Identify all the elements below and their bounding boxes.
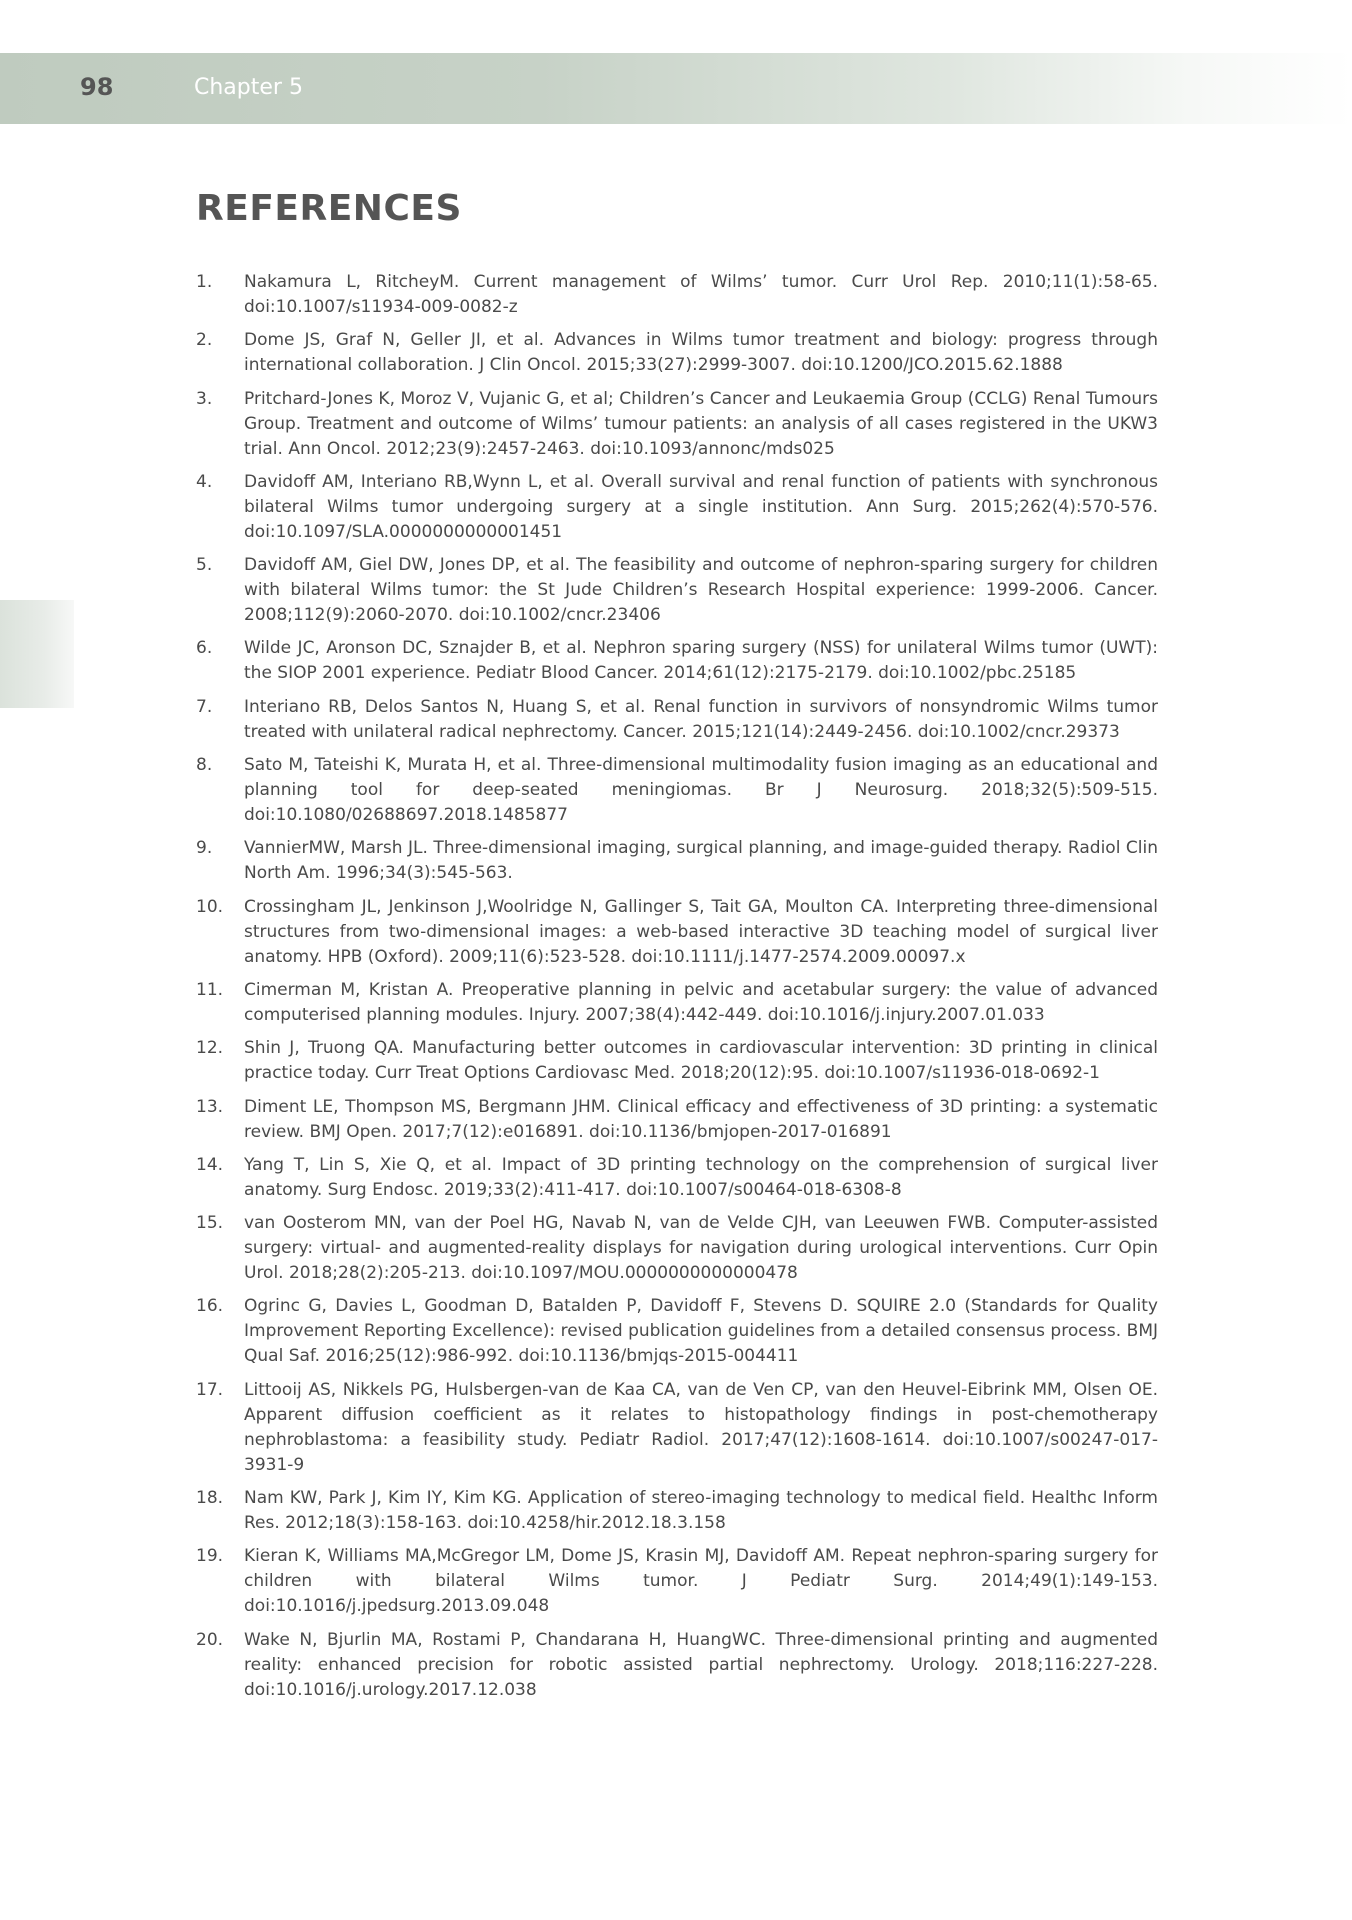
reference-item xyxy=(196,470,1158,545)
reference-item xyxy=(196,328,1158,378)
reference-text: Ogrinc G, Davies L, Goodman D, Batalden P, Davidoff F, Stevens D. SQUIRE 2.0 (Standards for Quality Improvement Reporting Excellence): revised publication guidelines from a detailed consensus process. BMJ Qual Saf. 2016;25(12):986-992. doi:10.1136/bmjqs-2015-004411 xyxy=(244,1296,1158,1367)
reference-number: 12. xyxy=(196,1038,224,1059)
reference-text: van Oosterom MN, van der Poel HG, Navab N, van de Velde CJH, van Leeuwen FWB. Computer-assisted surgery: virtual- and augmented-reality displays for navigation during urological interventions. Curr Opin Urol. 2018;28(2):205-213. doi:10.1097/MOU.0000000000000478 xyxy=(244,1213,1158,1284)
reference-item xyxy=(196,1628,1158,1703)
reference-number: 2. xyxy=(196,330,213,351)
reference-item xyxy=(196,1153,1158,1203)
reference-list xyxy=(196,270,1158,1711)
reference-item xyxy=(196,1211,1158,1286)
chapter-side-tab xyxy=(0,600,74,708)
reference-item xyxy=(196,1486,1158,1536)
reference-number: 18. xyxy=(196,1488,224,1509)
reference-text: Pritchard-Jones K, Moroz V, Vujanic G, et al; Children’s Cancer and Leukaemia Group (CCLG) Renal Tumours Group. Treatment and outcome of Wilms’ tumour patients: an analysis of all cases registered in the UKW3 trial. Ann Oncol. 2012;23(9):2457-2463. doi:10.1093/annonc/mds025 xyxy=(244,388,1158,459)
reference-item xyxy=(196,1378,1158,1478)
reference-item xyxy=(196,636,1158,686)
reference-item xyxy=(196,1544,1158,1619)
reference-text: Littooij AS, Nikkels PG, Hulsbergen-van de Kaa CA, van de Ven CP, van den Heuvel-Eibrink MM, Olsen OE. Apparent diffusion coefficient as it relates to histopathology findings in post-chemotherapy nephroblastoma: a feasibility study. Pediatr Radiol. 2017;47(12):1608-1614. doi:10.1007/s00247-017-3931-9 xyxy=(244,1379,1158,1475)
reference-text: Kieran K, Williams MA,McGregor LM, Dome JS, Krasin MJ, Davidoff AM. Repeat nephron-sparing surgery for children with bilateral Wilms tumor. J Pediatr Surg. 2014;49(1):149-153. doi:10.1016/j.jpedsurg.2013.09.048 xyxy=(244,1546,1158,1617)
chapter-label: Chapter 5 xyxy=(194,75,303,100)
reference-text: Wake N, Bjurlin MA, Rostami P, Chandarana H, HuangWC. Three-dimensional printing and augmented reality: enhanced precision for robotic assisted partial nephrectomy. Urology. 2018;116:227-228. doi:10.1016/j.urology.2017.12.038 xyxy=(244,1629,1158,1700)
reference-item xyxy=(196,978,1158,1028)
reference-number: 17. xyxy=(196,1379,224,1400)
reference-text: Nam KW, Park J, Kim IY, Kim KG. Application of stereo-imaging technology to medical field. Healthc Inform Res. 2012;18(3):158-163. doi:10.4258/hir.2012.18.3.158 xyxy=(244,1488,1158,1534)
reference-text: Cimerman M, Kristan A. Preoperative planning in pelvic and acetabular surgery: the value of advanced computerised planning modules. Injury. 2007;38(4):442-449. doi:10.1016/j.injury.2007.01.033 xyxy=(244,979,1158,1025)
reference-number: 5. xyxy=(196,555,213,576)
reference-item xyxy=(196,387,1158,462)
section-title: REFERENCES xyxy=(196,188,462,229)
reference-text: Crossingham JL, Jenkinson J,Woolridge N, Gallinger S, Tait GA, Moulton CA. Interpreting three-dimensional structures from two-dimensional images: a web-based interactive 3D teaching model of surgical liver anatomy. HPB (Oxford). 2009;11(6):523-528. doi:10.1111/j.1477-2574.2009.00097.x xyxy=(244,896,1158,967)
reference-number: 9. xyxy=(196,838,213,859)
reference-number: 13. xyxy=(196,1096,224,1117)
reference-text: Dome JS, Graf N, Geller JI, et al. Advances in Wilms tumor treatment and biology: progress through international collaboration. J Clin Oncol. 2015;33(27):2999-3007. doi:10.1200/JCO.2015.62.1888 xyxy=(244,330,1158,376)
reference-number: 8. xyxy=(196,755,213,776)
reference-number: 6. xyxy=(196,638,213,659)
reference-text: Diment LE, Thompson MS, Bergmann JHM. Clinical efficacy and effectiveness of 3D printing: a systematic review. BMJ Open. 2017;7(12):e016891. doi:10.1136/bmjopen-2017-016891 xyxy=(244,1096,1158,1142)
reference-number: 16. xyxy=(196,1296,224,1317)
reference-text: Davidoff AM, Giel DW, Jones DP, et al. The feasibility and outcome of nephron-sparing surgery for children with bilateral Wilms tumor: the St Jude Children’s Research Hospital experience: 1999-2006. Cancer. 2008;112(9):2060-2070. doi:10.1002/cncr.23406 xyxy=(244,555,1158,626)
reference-number: 10. xyxy=(196,896,224,917)
reference-item xyxy=(196,270,1158,320)
reference-number: 19. xyxy=(196,1546,224,1567)
page-number: 98 xyxy=(80,73,114,101)
reference-number: 3. xyxy=(196,388,213,409)
reference-item xyxy=(196,1095,1158,1145)
reference-number: 14. xyxy=(196,1154,224,1175)
reference-item xyxy=(196,1036,1158,1086)
reference-item xyxy=(196,553,1158,628)
reference-number: 11. xyxy=(196,979,224,1000)
reference-item xyxy=(196,1294,1158,1369)
reference-text: VannierMW, Marsh JL. Three-dimensional imaging, surgical planning, and image-guided therapy. Radiol Clin North Am. 1996;34(3):545-563. xyxy=(244,838,1158,884)
reference-item xyxy=(196,895,1158,970)
reference-number: 20. xyxy=(196,1629,224,1650)
reference-text: Davidoff AM, Interiano RB,Wynn L, et al. Overall survival and renal function of patients with synchronous bilateral Wilms tumor undergoing surgery at a single institution. Ann Surg. 2015;262(4):570-576. doi:10.1097/SLA.0000000000001451 xyxy=(244,471,1158,542)
reference-item xyxy=(196,836,1158,886)
reference-number: 15. xyxy=(196,1213,224,1234)
reference-number: 1. xyxy=(196,272,213,292)
reference-item xyxy=(196,695,1158,745)
reference-number: 7. xyxy=(196,696,213,717)
reference-text: Interiano RB, Delos Santos N, Huang S, et al. Renal function in survivors of nonsyndromic Wilms tumor treated with unilateral radical nephrectomy. Cancer. 2015;121(14):2449-2456. doi:10.1002/cncr.29373 xyxy=(244,696,1158,742)
reference-text: Nakamura L, RitcheyM. Current management of Wilms’ tumor. Curr Urol Rep. 2010;11(1):58-65. doi:10.1007/s11934-009-0082-z xyxy=(244,272,1158,317)
reference-number: 4. xyxy=(196,471,213,492)
reference-text: Wilde JC, Aronson DC, Sznajder B, et al. Nephron sparing surgery (NSS) for unilateral Wilms tumor (UWT): the SIOP 2001 experience. Pediatr Blood Cancer. 2014;61(12):2175-2179. doi:10.1002/pbc.25185 xyxy=(244,638,1158,684)
reference-text: Shin J, Truong QA. Manufacturing better outcomes in cardiovascular intervention: 3D printing in clinical practice today. Curr Treat Options Cardiovasc Med. 2018;20(12):95. doi:10.1007/s11936-018-0692-1 xyxy=(244,1038,1158,1084)
reference-text: Yang T, Lin S, Xie Q, et al. Impact of 3D printing technology on the comprehension of surgical liver anatomy. Surg Endosc. 2019;33(2):411-417. doi:10.1007/s00464-018-6308-8 xyxy=(244,1154,1158,1200)
reference-item xyxy=(196,753,1158,828)
reference-text: Sato M, Tateishi K, Murata H, et al. Three-dimensional multimodality fusion imaging as an educational and planning tool for deep-seated meningiomas. Br J Neurosurg. 2018;32(5):509-515. doi:10.1080/02688697.2018.1485877 xyxy=(244,755,1158,826)
